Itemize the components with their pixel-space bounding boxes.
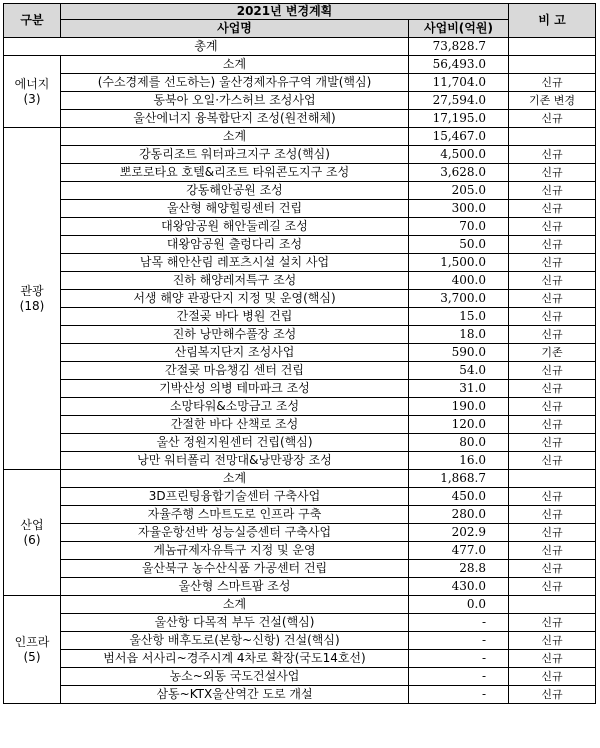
table-row bbox=[4, 254, 596, 272]
table-row bbox=[4, 218, 596, 236]
project-note: 신규 bbox=[509, 236, 596, 254]
project-note: 신규 bbox=[509, 290, 596, 308]
project-note: 신규 bbox=[509, 380, 596, 398]
subtotal-label: 소계 bbox=[61, 56, 409, 74]
table-row bbox=[4, 398, 596, 416]
project-note: 신규 bbox=[509, 398, 596, 416]
project-note: 신규 bbox=[509, 524, 596, 542]
table-row bbox=[4, 560, 596, 578]
project-name: 간절곶 마음챙김 센터 건립 bbox=[61, 362, 409, 380]
table-row bbox=[4, 182, 596, 200]
table-row bbox=[4, 164, 596, 182]
project-note: 신규 bbox=[509, 272, 596, 290]
project-note: 신규 bbox=[509, 416, 596, 434]
category-name: 산업 bbox=[20, 517, 44, 532]
table-row bbox=[4, 326, 596, 344]
project-name: 3D프린팅융합기술센터 구축사업 bbox=[61, 488, 409, 506]
project-note: 신규 bbox=[509, 542, 596, 560]
category-header: 구분 bbox=[4, 4, 61, 38]
budget-header: 사업비(억원) bbox=[409, 20, 509, 38]
project-budget: 28.8 bbox=[409, 560, 509, 578]
subtotal-note bbox=[509, 128, 596, 146]
project-note: 기존 bbox=[509, 344, 596, 362]
project-budget: 18.0 bbox=[409, 326, 509, 344]
category-cell bbox=[4, 56, 61, 128]
project-note: 신규 bbox=[509, 668, 596, 686]
subtotal-row bbox=[4, 128, 596, 146]
table-row bbox=[4, 308, 596, 326]
project-budget: 70.0 bbox=[409, 218, 509, 236]
project-name: 울산 정원지원센터 건립(핵심) bbox=[61, 434, 409, 452]
project-budget: 54.0 bbox=[409, 362, 509, 380]
category-cell bbox=[4, 596, 61, 704]
table-row bbox=[4, 344, 596, 362]
project-budget: 80.0 bbox=[409, 434, 509, 452]
table-row bbox=[4, 236, 596, 254]
table-row bbox=[4, 290, 596, 308]
project-note: 신규 bbox=[509, 434, 596, 452]
project-budget: - bbox=[409, 632, 509, 650]
project-name: 소망타워&소망금고 조성 bbox=[61, 398, 409, 416]
table-row bbox=[4, 74, 596, 92]
project-note: 신규 bbox=[509, 308, 596, 326]
project-name: 진하 해양레저특구 조성 bbox=[61, 272, 409, 290]
project-note: 신규 bbox=[509, 362, 596, 380]
subtotal-amount: 56,493.0 bbox=[409, 56, 509, 74]
project-name: 범서읍 서사리~경주시계 4차로 확장(국도14호선) bbox=[61, 650, 409, 668]
project-name: 서생 해양 관광단지 지정 및 운영(핵심) bbox=[61, 290, 409, 308]
table-row bbox=[4, 578, 596, 596]
category-count: (5) bbox=[23, 649, 41, 664]
subtotal-amount: 0.0 bbox=[409, 596, 509, 614]
project-name: 강동리조트 워터파크지구 조성(핵심) bbox=[61, 146, 409, 164]
change-plan-table bbox=[3, 3, 596, 704]
project-note: 신규 bbox=[509, 146, 596, 164]
subtotal-amount: 15,467.0 bbox=[409, 128, 509, 146]
project-name: 울산형 해양힐링센터 건립 bbox=[61, 200, 409, 218]
project-note: 신규 bbox=[509, 452, 596, 470]
project-name: 간절곶 바다 병원 건립 bbox=[61, 308, 409, 326]
plan-title-header: 2021년 변경계획 bbox=[61, 4, 509, 20]
project-budget: 11,704.0 bbox=[409, 74, 509, 92]
project-budget: 430.0 bbox=[409, 578, 509, 596]
project-name: 기박산성 의병 테마파크 조성 bbox=[61, 380, 409, 398]
table-row bbox=[4, 452, 596, 470]
table-row bbox=[4, 614, 596, 632]
table-row bbox=[4, 650, 596, 668]
project-note: 신규 bbox=[509, 254, 596, 272]
table-row bbox=[4, 200, 596, 218]
project-budget: 205.0 bbox=[409, 182, 509, 200]
project-budget: 3,700.0 bbox=[409, 290, 509, 308]
project-name: 울산항 배후도로(본항~신항) 건설(핵심) bbox=[61, 632, 409, 650]
subtotal-label: 소계 bbox=[61, 596, 409, 614]
project-budget: 31.0 bbox=[409, 380, 509, 398]
table-row bbox=[4, 434, 596, 452]
subtotal-amount: 1,868.7 bbox=[409, 470, 509, 488]
subtotal-note bbox=[509, 470, 596, 488]
project-budget: 4,500.0 bbox=[409, 146, 509, 164]
total-row bbox=[4, 38, 596, 56]
project-budget: 17,195.0 bbox=[409, 110, 509, 128]
project-name: 울산형 스마트팜 조성 bbox=[61, 578, 409, 596]
table-row bbox=[4, 380, 596, 398]
project-name: 농소~외동 국도건설사업 bbox=[61, 668, 409, 686]
project-budget: 27,594.0 bbox=[409, 92, 509, 110]
table-row bbox=[4, 110, 596, 128]
project-name: (수소경제를 선도하는) 울산경제자유구역 개발(핵심) bbox=[61, 74, 409, 92]
change-plan-document bbox=[3, 3, 595, 704]
project-name: 진하 낭만해수풀장 조성 bbox=[61, 326, 409, 344]
table-row bbox=[4, 524, 596, 542]
project-budget: 202.9 bbox=[409, 524, 509, 542]
project-note: 신규 bbox=[509, 488, 596, 506]
table-row bbox=[4, 146, 596, 164]
subtotal-label: 소계 bbox=[61, 128, 409, 146]
category-cell bbox=[4, 470, 61, 596]
table-row bbox=[4, 362, 596, 380]
table-row bbox=[4, 272, 596, 290]
project-budget: - bbox=[409, 668, 509, 686]
project-budget: 1,500.0 bbox=[409, 254, 509, 272]
project-budget: 50.0 bbox=[409, 236, 509, 254]
project-name: 삼동~KTX울산역간 도로 개설 bbox=[61, 686, 409, 704]
project-name: 남목 해안산림 레포츠시설 설치 사업 bbox=[61, 254, 409, 272]
category-count: (6) bbox=[23, 532, 41, 547]
category-name: 관광 bbox=[20, 283, 44, 298]
project-budget: 280.0 bbox=[409, 506, 509, 524]
table-row bbox=[4, 506, 596, 524]
project-budget: 120.0 bbox=[409, 416, 509, 434]
project-note: 기존 변경 bbox=[509, 92, 596, 110]
subtotal-note bbox=[509, 56, 596, 74]
subtotal-row bbox=[4, 470, 596, 488]
table-row bbox=[4, 632, 596, 650]
table-row bbox=[4, 416, 596, 434]
category-cell bbox=[4, 128, 61, 470]
project-note: 신규 bbox=[509, 650, 596, 668]
project-name: 동북아 오일·가스허브 조성사업 bbox=[61, 92, 409, 110]
project-budget: 590.0 bbox=[409, 344, 509, 362]
category-name: 인프라 bbox=[14, 634, 50, 649]
project-note: 신규 bbox=[509, 686, 596, 704]
subtotal-row bbox=[4, 596, 596, 614]
table-row bbox=[4, 92, 596, 110]
project-budget: - bbox=[409, 614, 509, 632]
project-budget: 15.0 bbox=[409, 308, 509, 326]
table-row bbox=[4, 488, 596, 506]
project-budget: 3,628.0 bbox=[409, 164, 509, 182]
project-name: 울산항 다목적 부두 건설(핵심) bbox=[61, 614, 409, 632]
project-note: 신규 bbox=[509, 200, 596, 218]
project-note: 신규 bbox=[509, 182, 596, 200]
project-name: 산림복지단지 조성사업 bbox=[61, 344, 409, 362]
project-budget: - bbox=[409, 686, 509, 704]
project-name: 간절한 바다 산책로 조성 bbox=[61, 416, 409, 434]
subtotal-label: 소계 bbox=[61, 470, 409, 488]
remarks-header: 비 고 bbox=[509, 4, 596, 38]
project-name: 뽀로로타요 호텔&리조트 타워콘도지구 조성 bbox=[61, 164, 409, 182]
project-name: 울산에너지 융복합단지 조성(원전해체) bbox=[61, 110, 409, 128]
category-name: 에너지 bbox=[14, 76, 50, 91]
project-name: 대왕암공원 해안둘레길 조성 bbox=[61, 218, 409, 236]
total-label: 총계 bbox=[4, 38, 409, 56]
project-name: 울산북구 농수산식품 가공센터 건립 bbox=[61, 560, 409, 578]
project-budget: 477.0 bbox=[409, 542, 509, 560]
table-row bbox=[4, 542, 596, 560]
project-note: 신규 bbox=[509, 560, 596, 578]
project-name: 자율운항선박 성능실증센터 구축사업 bbox=[61, 524, 409, 542]
project-budget: 16.0 bbox=[409, 452, 509, 470]
project-note: 신규 bbox=[509, 164, 596, 182]
project-budget: 190.0 bbox=[409, 398, 509, 416]
project-name: 자율주행 스마트도로 인프라 구축 bbox=[61, 506, 409, 524]
project-name: 대왕암공원 출렁다리 조성 bbox=[61, 236, 409, 254]
project-name: 강동해안공원 조성 bbox=[61, 182, 409, 200]
project-note: 신규 bbox=[509, 110, 596, 128]
project-note: 신규 bbox=[509, 614, 596, 632]
table-row bbox=[4, 668, 596, 686]
project-note: 신규 bbox=[509, 74, 596, 92]
project-note: 신규 bbox=[509, 578, 596, 596]
project-name: 낭만 워터폴리 전망대&낭만광장 조성 bbox=[61, 452, 409, 470]
category-count: (3) bbox=[23, 91, 41, 106]
project-budget: - bbox=[409, 650, 509, 668]
total-note bbox=[509, 38, 596, 56]
subtotal-note bbox=[509, 596, 596, 614]
table-body bbox=[4, 38, 596, 704]
project-name-header: 사업명 bbox=[61, 20, 409, 38]
project-budget: 450.0 bbox=[409, 488, 509, 506]
project-note: 신규 bbox=[509, 218, 596, 236]
project-budget: 400.0 bbox=[409, 272, 509, 290]
project-note: 신규 bbox=[509, 632, 596, 650]
project-note: 신규 bbox=[509, 326, 596, 344]
project-note: 신규 bbox=[509, 506, 596, 524]
table-row bbox=[4, 686, 596, 704]
total-amount: 73,828.7 bbox=[409, 38, 509, 56]
project-budget: 300.0 bbox=[409, 200, 509, 218]
category-count: (18) bbox=[19, 298, 45, 313]
subtotal-row bbox=[4, 56, 596, 74]
project-name: 게놈규제자유특구 지정 및 운영 bbox=[61, 542, 409, 560]
